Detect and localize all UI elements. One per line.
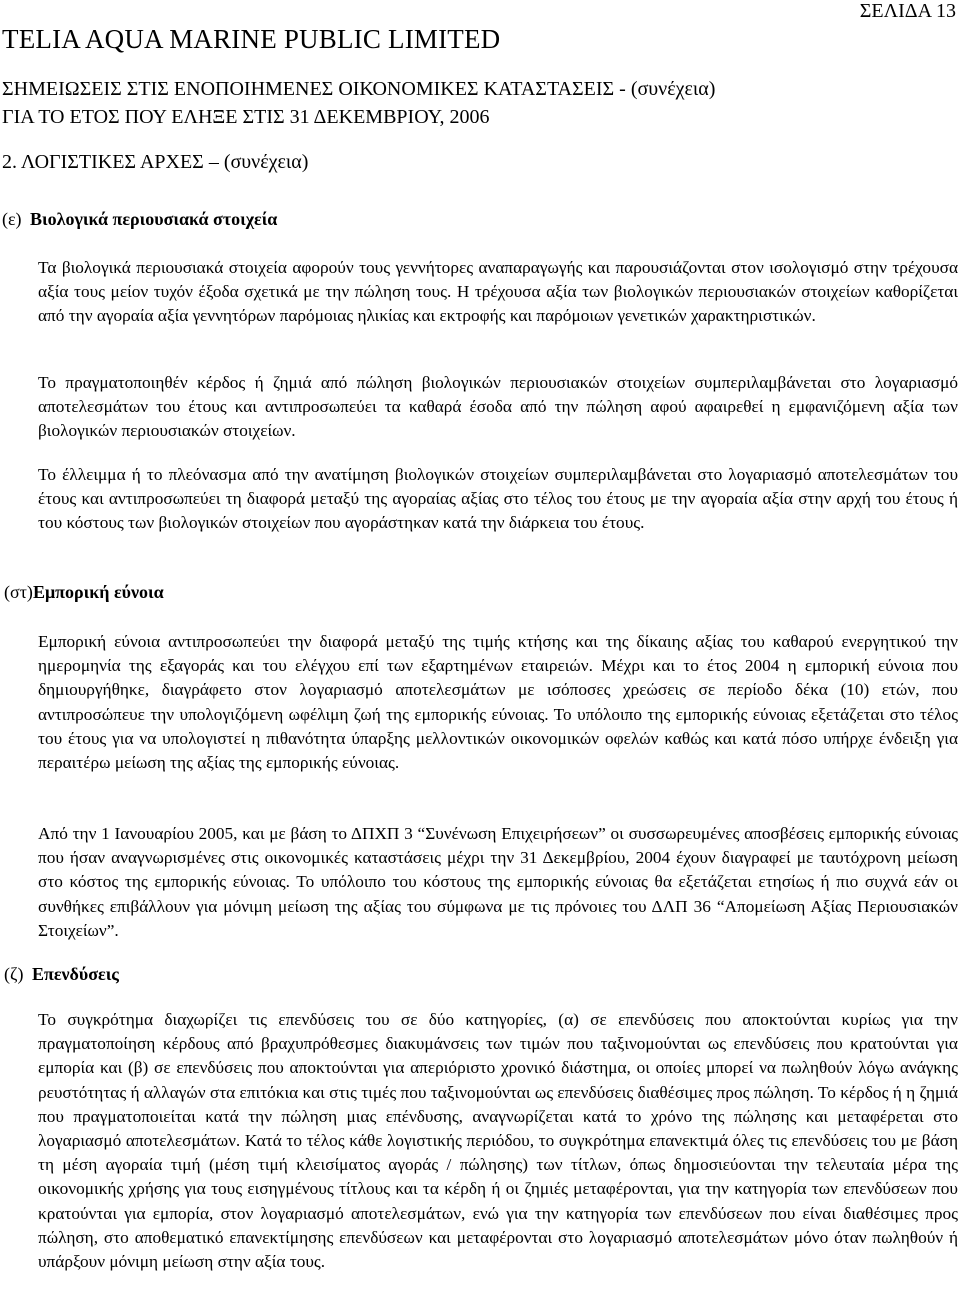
- notes-title: ΣΗΜΕΙΩΣΕΙΣ ΣΤΙΣ ΕΝΟΠΟΙΗΜΕΝΕΣ ΟΙΚΟΝΟΜΙΚΕΣ ΚΑΤΑΣΤΑΣΕΙΣ - (συνέχεια): [2, 78, 716, 100]
- paragraph: Το πραγματοποιηθέν κέρδος ή ζημιά από πώληση βιολογικών περιουσιακών στοιχείων συμπεριλαμβάνεται στο λογαριασμό αποτελεσμάτων του έτους και αντιπροσωπεύει τα καθαρά έσοδα από την πώληση αφού αφαιρεθεί η εμφανιζόμενη αξία των βιολογικών περιουσιακών στοιχείων.: [38, 373, 958, 441]
- subsection-title: Εμπορική εύνοια: [32, 582, 164, 602]
- page-number: ΣΕΛΙΔΑ 13: [859, 0, 956, 22]
- paragraph: Το έλλειμμα ή το πλεόνασμα από την ανατίμηση βιολογικών στοιχείων συμπεριλαμβάνεται στο λογαριασμό αποτελεσμάτων του έτους και αντιπροσωπεύει τη διαφορά μεταξύ της αγοραίας αξίας στο τέλος του έτους με την αγοραία αξία στην αρχή του έτους ή του κόστους των βιολογικών στοιχείων που αγοράστηκαν κατά την διάρκεια του έτους.: [38, 465, 958, 533]
- company-name: TELIA AQUA MARINE PUBLIC LIMITED: [2, 24, 501, 54]
- section-heading: 2. ΛΟΓΙΣΤΙΚΕΣ ΑΡΧΕΣ – (συνέχεια): [2, 151, 309, 173]
- paragraph: Το συγκρότημα διαχωρίζει τις επενδύσεις του σε δύο κατηγορίες, (α) σε επενδύσεις που αποκτούνται κυρίως για την πραγματοποίηση κέρδους από βραχυπρόθεσμες διακυμάνσεις των τιμών που ταξινομούνται ως επενδύσεις που κρατούνται για εμπορία και (β) σε επενδύσεις που αποκτούνται για απεριόριστο χρονικό διάστημα, οι οποίες μπορεί να πωληθούν λόγω ανάγκης ρευστότητας ή αλλαγών στα επιτόκια και στις τιμές που ταξινομούνται ως επενδύσεις διαθέσιμες προς πώληση. Το κέρδος ή η ζημιά που πραγματοποιείται κατά την πώληση μιας επένδυσης, αναγνωρίζεται κατά το χρόνο της πώλησης και μεταφέρεται στο λογαριασμό αποτελεσμάτων. Κατά το τέλος κάθε λογιστικής περιόδου, το συγκρότημα επανεκτιμά όλες τις επενδύσεις του με βάση τη μέση αγοραία τιμή (μέση τιμή κλεισίματος αγοράς / πώλησης) των τίτλων, όπως δημοσιεύονται την τελευταία μέρα της οικονομικής χρήσης για τους εισηγμένους τίτλους και τα κέρδη ή οι ζημιές μεταφέρονται, για την κατηγορία των επενδύσεων που κρατούνται για εμπορία, στον λογαριασμό αποτελεσμάτων, ενώ για την κατηγορία των επενδύσεων που είναι διαθέσιμες προς πώληση, στο αποθεματικό επανεκτίμησης επενδύσεων και μεταφέρονται στο λογαριασμό αποτελεσμάτων μόνο όταν πωληθούν ή υπάρξουν μόνιμη μείωση στην αξία τους.: [38, 1010, 958, 1272]
- subsection-heading-st: [4, 582, 164, 603]
- subsection-title: Βιολογικά περιουσιακά στοιχεία: [30, 209, 278, 229]
- subsection-heading-z: [4, 964, 119, 985]
- paragraph: Από την 1 Ιανουαρίου 2005, και με βάση το ΔΠΧΠ 3 “Συνένωση Επιχειρήσεων” οι συσσωρευμένες αποσβέσεις εμπορικής εύνοιας που ήσαν αναγνωρισμένες στις οικονομικές καταστάσεις μέχρι την 31 Δεκεμβρίου, 2004 έχουν διαγραφεί με ταυτόχρονη μείωση στο κόστος της εμπορικής εύνοιας. Το υπόλοιπο του κόστους της εμπορικής εύνοιας θα εξετάζεται ετησίως ή πιο συχνά εάν οι συνθήκες επιβάλλουν για μόνιμη μείωση της αξίας του σύμφωνα με τις πρόνοιες του ΔΛΠ 36 “Απομείωση Αξίας Περιουσιακών Στοιχείων”.: [38, 824, 958, 940]
- subsection-heading-e: [2, 209, 277, 230]
- paragraph: Τα βιολογικά περιουσιακά στοιχεία αφορούν τους γεννήτορες αναπαραγωγής και παρουσιάζονται στον ισολογισμό στην τρέχουσα αξία τους μείον τυχόν έξοδα σχετικά με την πώληση τους. Η τρέχουσα αξία των βιολογικών περιουσιακών στοιχείων καθορίζεται από την αγοραία αξία γεννητόρων παρόμοιας ηλικίας και εκτροφής και παρόμοιων γενετικών χαρακτηριστικών.: [38, 258, 958, 326]
- paragraph: Εμπορική εύνοια αντιπροσωπεύει την διαφορά μεταξύ της τιμής κτήσης και της δίκαιης αξίας του καθαρού ενεργητικού την ημερομηνία της εξαγοράς και του ελέγχου επί των εξαρτημένων εταιρειών. Μέχρι και το έτος 2004 η εμπορική εύνοια που δημιουργήθηκε, διαγράφετο στον λογαριασμό αποτελεσμάτων με ισόποσες χρεώσεις σε περίοδο δέκα (10) ετών, που αντιπροσώπευε την υπολογιζόμενη ωφέλιμη ζωή της εμπορικής εύνοιας. Το υπόλοιπο της εμπορικής εύνοιας εξετάζεται στο τέλος του έτους για να υπολογιστεί η πιθανότητα ύπαρξης μελλοντικών οικονομικών οφελών καθώς και κατά πόσο υπήρχε ένδειξη για περαιτέρω μείωση της αξίας της εμπορικής εύνοιας.: [38, 632, 958, 773]
- subsection-label: (στ): [4, 582, 33, 602]
- subsection-label: (ε): [2, 209, 22, 229]
- subsection-title: Επενδύσεις: [31, 964, 119, 984]
- subsection-label: (ζ): [4, 964, 24, 984]
- notes-year: ΓΙΑ ΤΟ ΕΤΟΣ ΠΟΥ ΕΛΗΞΕ ΣΤΙΣ 31 ΔΕΚΕΜΒΡΙΟΥ, 2006: [2, 106, 490, 128]
